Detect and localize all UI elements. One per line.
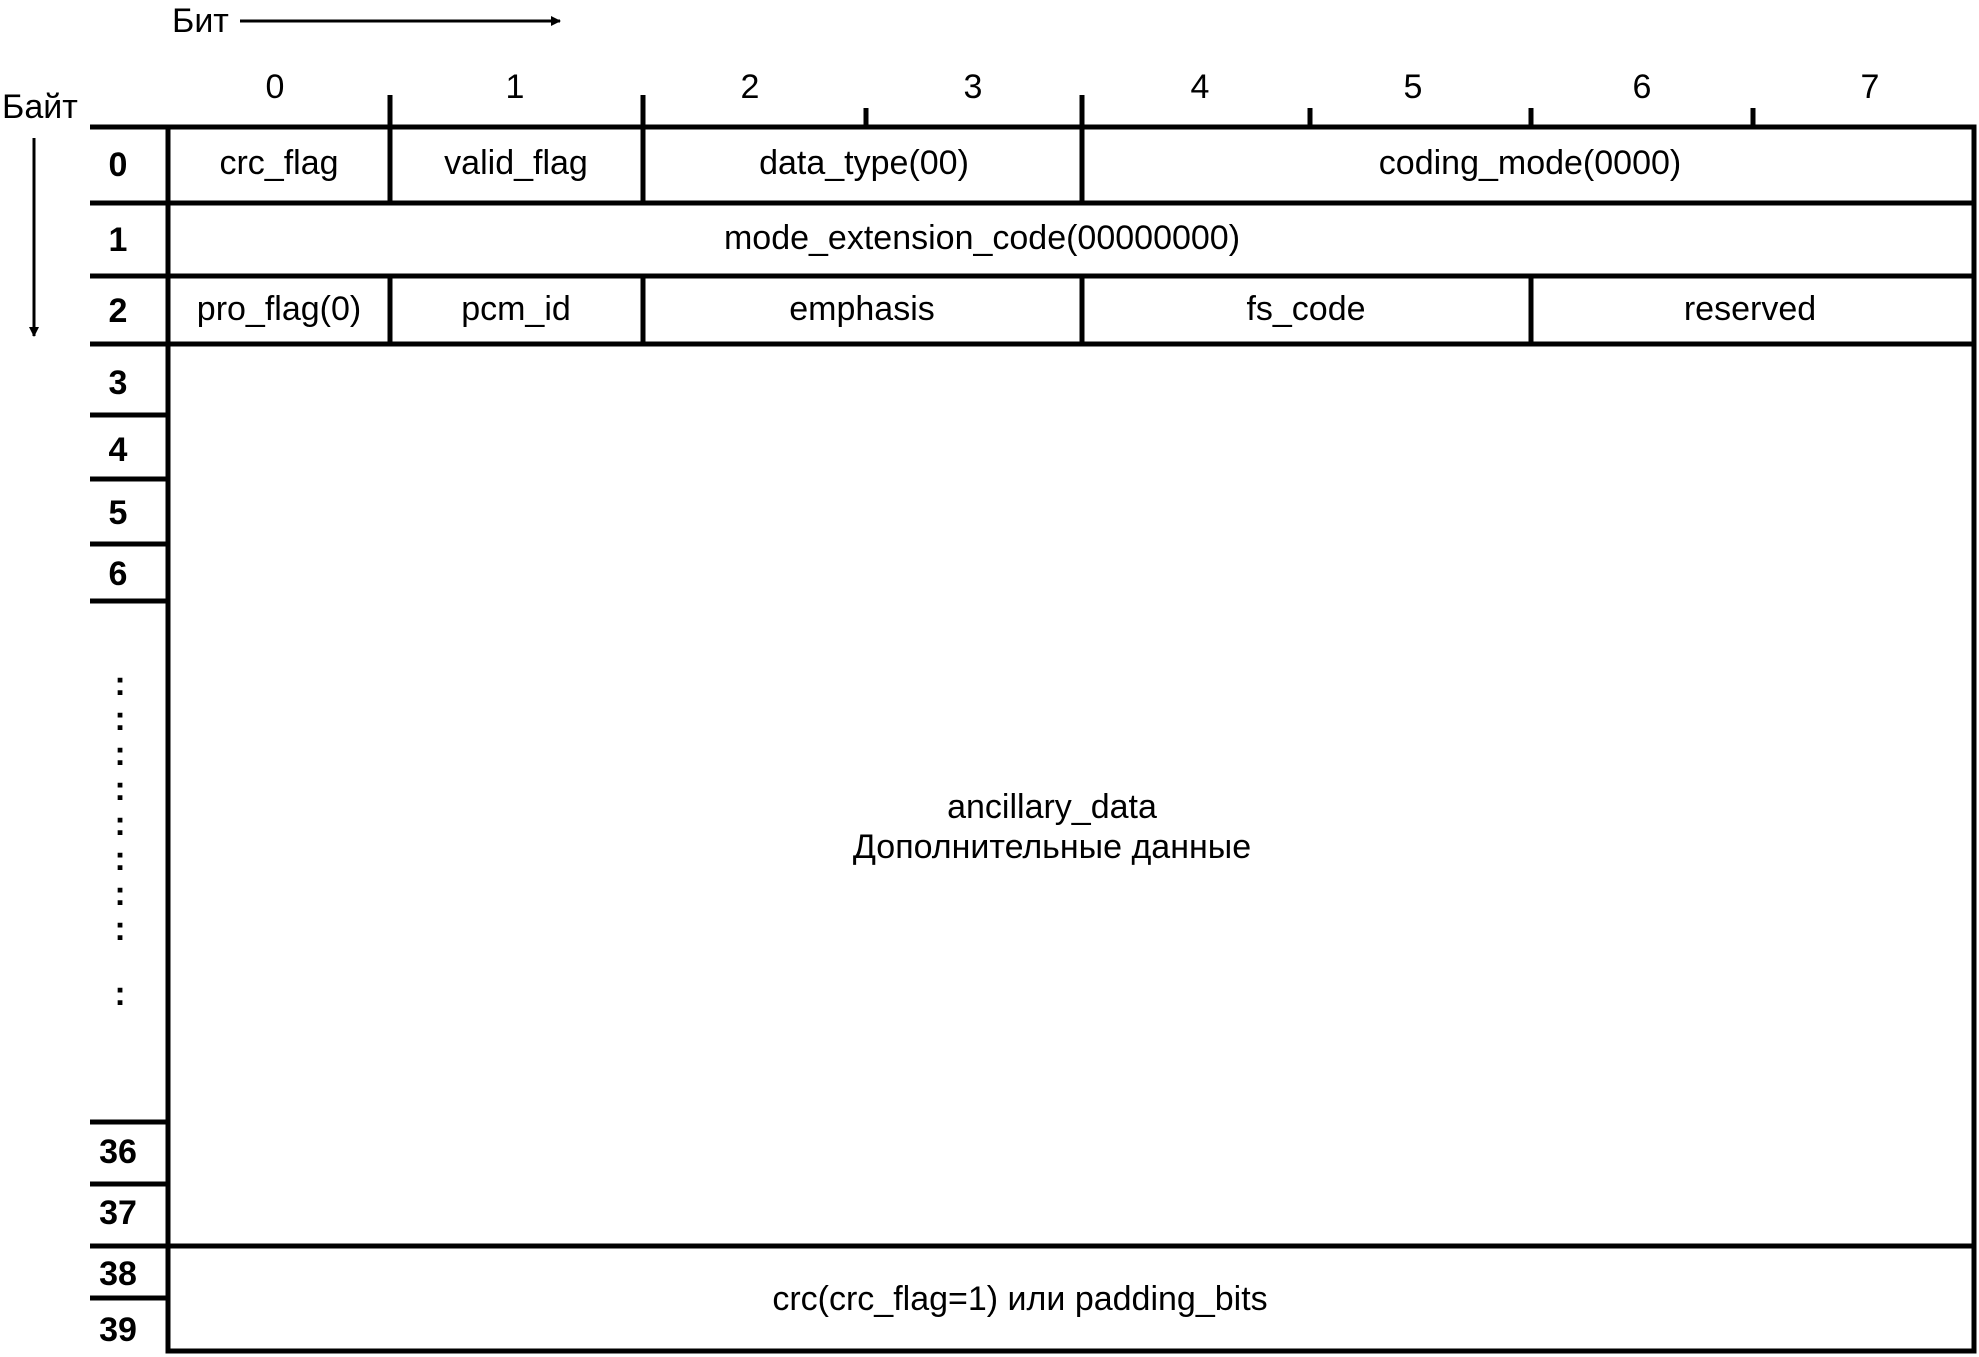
bit-number: 0 [265, 68, 285, 106]
ellipsis-colon: : [114, 910, 126, 948]
bit-axis-label: Бит [172, 2, 229, 40]
ellipsis-colon: : [114, 805, 126, 843]
byte-number: 2 [108, 292, 128, 330]
ellipsis-colon: : [114, 735, 126, 773]
byte-axis-label: Байт [2, 88, 78, 126]
ancillary-data-label: ancillary_data [947, 788, 1157, 826]
field-pro-flag: pro_flag(0) [196, 290, 362, 328]
field-mode-extension-code: mode_extension_code(00000000) [723, 219, 1241, 257]
crc-padding-label: crc(crc_flag=1) или padding_bits [772, 1280, 1268, 1318]
ellipsis-colon: : [114, 875, 126, 913]
bit-number: 7 [1860, 68, 1880, 106]
field-data-type: data_type(00) [759, 144, 969, 182]
byte-ellipsis [114, 665, 125, 1013]
ancillary-data-description: Дополнительные данные [852, 828, 1252, 866]
field-emphasis: emphasis [789, 290, 935, 328]
field-crc-flag: crc_flag [219, 144, 339, 182]
byte-number: 3 [108, 364, 128, 402]
bit-number: 2 [740, 68, 760, 106]
field-pcm-id: pcm_id [461, 290, 571, 328]
byte-number: 1 [108, 221, 128, 259]
byte-number: 36 [99, 1133, 137, 1171]
field-fs-code: fs_code [1246, 290, 1366, 328]
field-reserved: reserved [1683, 290, 1817, 328]
field-valid-flag: valid_flag [444, 144, 588, 182]
bit-ticks [390, 95, 1753, 128]
ellipsis-colon: : [114, 975, 126, 1013]
bit-number: 5 [1403, 68, 1423, 106]
ellipsis-colon: : [114, 700, 126, 738]
byte-number: 6 [108, 555, 128, 593]
byte-number: 38 [99, 1255, 137, 1293]
field-coding-mode: coding_mode(0000) [1378, 144, 1682, 182]
ellipsis-colon: : [114, 770, 126, 808]
byte-number: 5 [108, 494, 128, 532]
bit-number: 1 [505, 68, 525, 106]
byte-number: 39 [99, 1311, 137, 1349]
byte-number: 37 [99, 1194, 137, 1232]
bit-number: 4 [1190, 68, 1210, 106]
bit-number: 6 [1632, 68, 1652, 106]
bit-number: 3 [963, 68, 983, 106]
byte-number: 0 [108, 146, 128, 184]
byte-number: 4 [108, 431, 128, 469]
bit-numbers [266, 68, 1880, 106]
ellipsis-colon: : [114, 840, 126, 878]
ellipsis-colon: : [114, 665, 126, 703]
